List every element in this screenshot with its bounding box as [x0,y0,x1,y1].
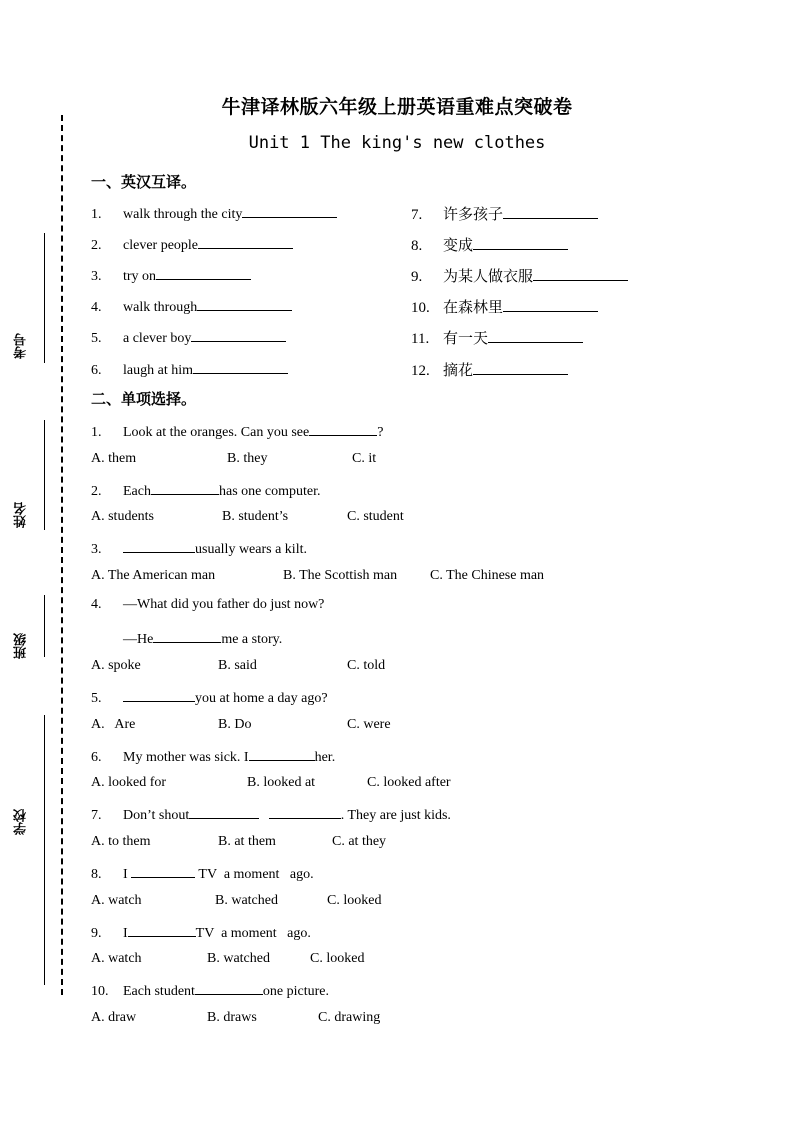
question-num: 10. [91,984,109,999]
vocab-item [411,359,568,380]
question-text [259,808,263,823]
answer-blank[interactable] [153,628,221,643]
school-line [44,715,45,985]
vocab-num: 8. [411,238,423,254]
answer-blank[interactable] [123,687,195,702]
vocab-item [91,234,293,254]
question-text: TV a moment ago. [195,867,314,882]
question-4-line2 [123,628,282,648]
option-b[interactable]: B. watched [207,951,270,966]
question-text: ? [377,425,384,440]
question-text: I [123,926,128,941]
vocab-text: walk through [123,300,198,315]
option-a[interactable]: A. spoke [91,658,141,673]
question-5 [91,687,328,707]
vocab-item [411,203,598,224]
vocab-text: 摘花 [443,363,474,379]
question-1 [91,421,383,441]
question-text: —He [123,632,154,647]
vocab-item [91,296,292,316]
vocab-text: clever people [123,238,199,253]
vocab-num: 10. [411,300,430,316]
class-label: 班级 [13,633,28,659]
option-b[interactable]: B. looked at [247,775,316,790]
name-line [44,420,45,530]
answer-blank[interactable] [189,804,259,819]
question-text: one picture. [262,984,330,999]
school-field[interactable] [14,715,50,990]
option-a[interactable]: A. The American man [91,568,216,583]
option-a[interactable]: A. watch [91,893,142,908]
option-a[interactable]: A. watch [91,951,142,966]
class-line [44,595,45,657]
option-a[interactable]: A. Are [91,717,136,732]
question-num: 2. [91,484,102,499]
answer-blank[interactable] [473,235,568,250]
answer-blank[interactable] [197,296,292,311]
answer-blank[interactable] [151,480,219,495]
vocab-text: try on [123,269,157,284]
question-num: 8. [91,867,102,882]
answer-blank[interactable] [198,234,293,249]
question-3 [91,538,307,558]
option-b[interactable]: B. Do [218,717,252,732]
option-c[interactable]: C. at they [332,834,387,849]
option-c[interactable]: C. looked after [367,775,451,790]
option-a[interactable]: A. draw [91,1010,137,1025]
option-c[interactable]: C. drawing [318,1010,381,1025]
question-num: 9. [91,926,102,941]
question-6 [91,746,335,766]
option-b[interactable]: B. student’s [222,509,289,524]
answer-blank[interactable] [193,359,288,374]
page-subtitle: Unit 1 The king's new clothes [248,133,546,153]
question-text: usually wears a kilt. [195,542,307,557]
vocab-item [91,359,288,379]
vocab-text: laugh at him [123,363,193,378]
answer-blank[interactable] [309,421,377,436]
option-c[interactable]: C. student [347,509,404,524]
binding-dashed-line [61,115,63,995]
option-a[interactable]: A. looked for [91,775,167,790]
vocab-item [411,265,628,286]
question-text: Each student [123,984,195,999]
answer-blank[interactable] [269,804,341,819]
vocab-item [411,327,583,348]
answer-blank[interactable] [503,204,598,219]
vocab-text: a clever boy [123,331,192,346]
option-b[interactable]: B. said [218,658,257,673]
answer-blank[interactable] [156,265,251,280]
option-c[interactable]: C. were [347,717,391,732]
question-7 [91,804,451,824]
question-num: 1. [91,425,102,440]
option-c[interactable]: C. looked [310,951,365,966]
vocab-num: 9. [411,269,423,285]
vocab-num: 5. [91,331,102,346]
name-field[interactable] [14,420,50,540]
answer-blank[interactable] [249,746,315,761]
answer-blank[interactable] [128,922,196,937]
question-text: I [123,867,132,882]
answer-blank[interactable] [473,360,568,375]
answer-blank[interactable] [191,327,286,342]
option-b[interactable]: B. watched [215,893,278,908]
vocab-item [411,234,568,255]
answer-blank[interactable] [123,538,195,553]
question-text: Don’t shout [123,808,190,823]
option-b[interactable]: B. they [227,451,268,466]
option-b[interactable]: B. at them [218,834,276,849]
question-text: her. [314,750,336,765]
vocab-item [91,203,337,223]
option-c[interactable]: C. looked [327,893,382,908]
option-c[interactable]: C. The Chinese man [430,568,545,583]
vocab-num: 1. [91,207,102,222]
name-label: 姓名 [13,502,28,528]
vocab-text: walk through the city [123,207,243,222]
option-b[interactable]: B. The Scottish man [283,568,398,583]
question-text: Look at the oranges. Can you see [123,425,310,440]
question-num: 5. [91,691,102,706]
option-a[interactable]: A. them [91,451,137,466]
answer-blank[interactable] [131,863,195,878]
answer-blank[interactable] [488,328,583,343]
option-a[interactable]: A. students [91,509,154,524]
question-10 [91,980,329,1000]
exam-number-line [44,233,45,363]
question-4 [91,597,324,613]
question-text: TV a moment ago. [195,926,311,941]
option-a[interactable]: A. to them [91,834,151,849]
question-text: me a story. [221,632,283,647]
exam-number-label: 考号 [13,333,28,359]
question-text: has one computer. [218,484,321,499]
vocab-item [91,265,251,285]
question-num: 3. [91,542,102,557]
vocab-num: 2. [91,238,102,253]
vocab-num: 6. [91,363,102,378]
question-num: 7. [91,808,102,823]
question-text: —What did you father do just now? [123,597,325,612]
vocab-num: 12. [411,363,430,379]
question-text: Each [123,484,151,499]
question-text: My mother was sick. I [123,750,249,765]
vocab-text: 有一天 [443,331,489,347]
section2-heading: 二、单项选择。 [91,392,197,408]
vocab-text: 在森林里 [443,300,504,316]
vocab-num: 11. [411,331,430,347]
question-num: 6. [91,750,102,765]
class-field[interactable] [14,595,50,665]
answer-blank[interactable] [195,980,263,995]
question-2 [91,480,320,500]
question-9 [91,922,311,942]
option-c[interactable]: C. told [347,658,386,673]
vocab-num: 7. [411,207,423,223]
section1-heading: 一、英汉互译。 [91,175,197,191]
answer-blank[interactable] [242,203,337,218]
answer-blank[interactable] [503,297,598,312]
question-8 [91,863,314,883]
option-c[interactable]: C. it [352,451,377,466]
vocab-num: 3. [91,269,102,284]
page-title: 牛津译林版六年级上册英语重难点突破卷 [221,97,573,118]
exam-number-field[interactable] [14,233,50,368]
vocab-num: 4. [91,300,102,315]
school-label: 学校 [13,809,28,835]
vocab-text: 变成 [443,238,474,254]
vocab-text: 许多孩子 [443,207,504,223]
option-b[interactable]: B. draws [207,1010,257,1025]
vocab-item [411,296,598,317]
question-text: . They are just kids. [340,808,451,823]
question-num: 4. [91,597,102,612]
vocab-item [91,327,286,347]
answer-blank[interactable] [533,266,628,281]
question-text: you at home a day ago? [195,691,328,706]
vocab-text: 为某人做衣服 [443,269,534,285]
